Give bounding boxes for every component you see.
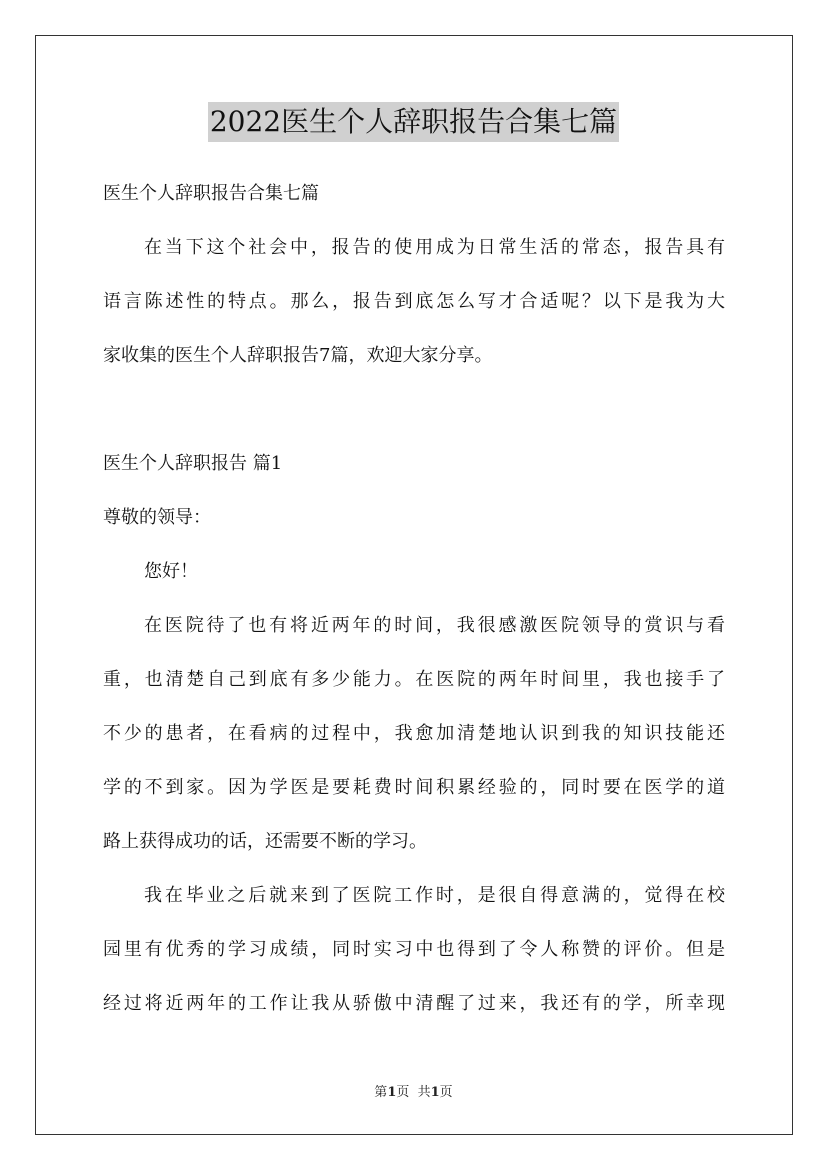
intro-line-2: 语言陈述性的特点。那么，报告到底怎么写才合适呢？以下是我为大 (103, 291, 725, 312)
paragraph-1-line-3: 不少的患者，在看病的过程中，我愈加清楚地认识到我的知识技能还 (103, 723, 725, 744)
intro-line-3: 家收集的医生个人辞职报告7篇，欢迎大家分享。 (103, 345, 493, 366)
blank-line (103, 389, 725, 443)
paragraph-2-line-1: 我在毕业之后就来到了医院工作时，是很自得意满的，觉得在校 (144, 885, 725, 906)
paragraph-1-line-5: 路上获得成功的话，还需要不断的学习。 (103, 831, 427, 852)
document-title: 2022医生个人辞职报告合集七篇 (208, 102, 619, 142)
paragraph-1-line-4: 学的不到家。因为学医是要耗费时间积累经验的，同时要在医学的道 (103, 777, 725, 798)
subtitle-line: 医生个人辞职报告合集七篇 (103, 183, 319, 204)
salutation: 尊敬的领导： (103, 507, 211, 528)
intro-line-1: 在当下这个社会中，报告的使用成为日常生活的常态，报告具有 (144, 237, 725, 258)
paragraph-1-line-1: 在医院待了也有将近两年的时间，我很感激医院领导的赏识与看 (144, 615, 725, 636)
section-heading-1: 医生个人辞职报告 篇1 (103, 453, 283, 474)
paragraph-2-line-2: 园里有优秀的学习成绩，同时实习中也得到了令人称赞的评价。但是 (103, 939, 725, 960)
title-container (0, 102, 827, 142)
document-body (103, 173, 725, 1037)
page-footer (0, 1083, 827, 1103)
greeting: 您好！ (144, 561, 198, 582)
footer-page-total: 1 (430, 1085, 440, 1100)
footer-mid: 页 共 (396, 1085, 431, 1100)
footer-prefix: 第 (374, 1085, 388, 1100)
paragraph-1-line-2: 重，也清楚自己到底有多少能力。在医院的两年时间里，我也接手了 (103, 669, 725, 690)
footer-page-current: 1 (387, 1085, 397, 1100)
footer-suffix: 页 (439, 1085, 453, 1100)
paragraph-2-line-3: 经过将近两年的工作让我从骄傲中清醒了过来，我还有的学，所幸现 (103, 993, 725, 1014)
